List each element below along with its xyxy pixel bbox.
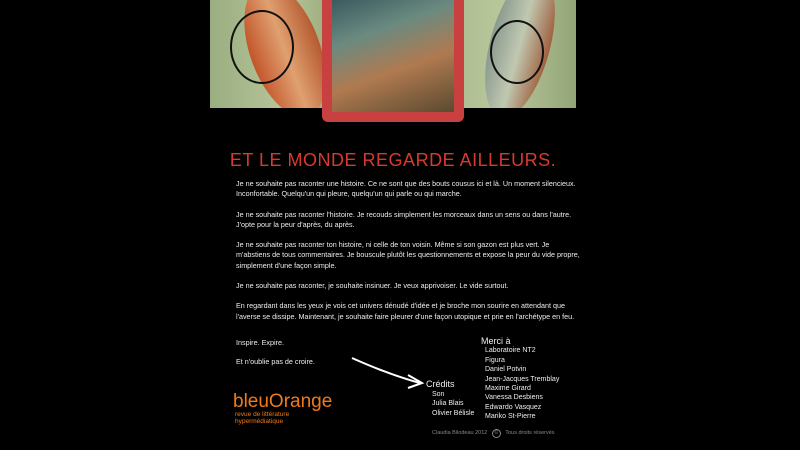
scribble-right xyxy=(490,20,544,84)
footer-rights: Tous droits réservés xyxy=(505,430,555,436)
thanks-heading: Merci à xyxy=(481,336,511,346)
thanks-item[interactable]: Figura xyxy=(485,356,505,364)
paragraph: Et n'oublie pas de croire. xyxy=(236,357,315,366)
paragraph: Je ne souhaite pas raconter l'histoire. Je recouds simplement les morceaux dans un sens ou dans l'autre. J'opte pour la peur d'après, du après. xyxy=(236,209,572,229)
arrow-icon xyxy=(350,355,430,390)
thanks-item[interactable]: Edwardo Vasquez xyxy=(485,403,542,411)
footer xyxy=(432,429,555,438)
credits-heading: Crédits xyxy=(426,379,455,389)
thanks-section xyxy=(481,337,559,422)
scribble-left xyxy=(230,10,294,84)
credits-item: Son xyxy=(432,390,445,398)
credits-item[interactable]: Julia Blais xyxy=(432,400,464,407)
thanks-item[interactable]: Vanessa Desbiens xyxy=(485,394,543,402)
paragraph: Inspire. Expire. xyxy=(236,338,284,347)
poem-text xyxy=(236,179,581,332)
center-image-frame[interactable] xyxy=(322,0,464,122)
paragraph: Je ne souhaite pas raconter, je souhaite insinuer. Je veux apprivoiser. Le vide surtout. xyxy=(236,280,509,290)
logo-tagline: hypermédiatique xyxy=(235,418,284,425)
thanks-item[interactable]: Daniel Potvin xyxy=(485,366,527,374)
thanks-item[interactable]: Jean-Jacques Tremblay xyxy=(485,375,560,383)
thanks-item[interactable]: Mariko St-Pierre xyxy=(485,413,536,421)
logo-tagline: revue de littérature xyxy=(235,411,290,418)
page-title: ET LE MONDE REGARDE AILLEURS. xyxy=(229,150,557,170)
credits-section xyxy=(426,380,476,418)
paragraph: Je ne souhaite pas raconter une histoire. Ce ne sont que des bouts cousus ici et là. Un moment silencieux. Inconfortable. Quelqu'un qui pleure, quelqu'un qui parle ou qui marche. xyxy=(236,179,576,199)
fish-scales-image xyxy=(332,0,454,112)
logo-name: bleuOrange xyxy=(233,391,333,412)
copyright-icon: © xyxy=(492,429,501,438)
paragraph: Je ne souhaite pas raconter ton histoire, ni celle de ton voisin. Même si son gazon est plus vert. Je m'abstiens de tous commentaires. Je bouscule plutôt les questionnements et expose la peur du vide propre, simplement d'une façon simple. xyxy=(236,240,580,270)
footer-author: Claudia Bilodeau 2012 xyxy=(432,430,488,436)
bleuorange-logo[interactable] xyxy=(233,393,332,425)
paragraph: En regardant dans les yeux je vois cet univers dénudé d'idée et je broche mon sourire en attendant que l'averse se dissipe. Maintenant, je souhaite faire pleurer d'une façon utopique et prie en l'archétype en feu. xyxy=(236,301,575,321)
credits-item[interactable]: Olivier Bélisle xyxy=(432,409,475,417)
thanks-item[interactable]: Laboratoire NT2 xyxy=(485,347,536,355)
thanks-item[interactable]: Maxime Girard xyxy=(485,385,531,393)
